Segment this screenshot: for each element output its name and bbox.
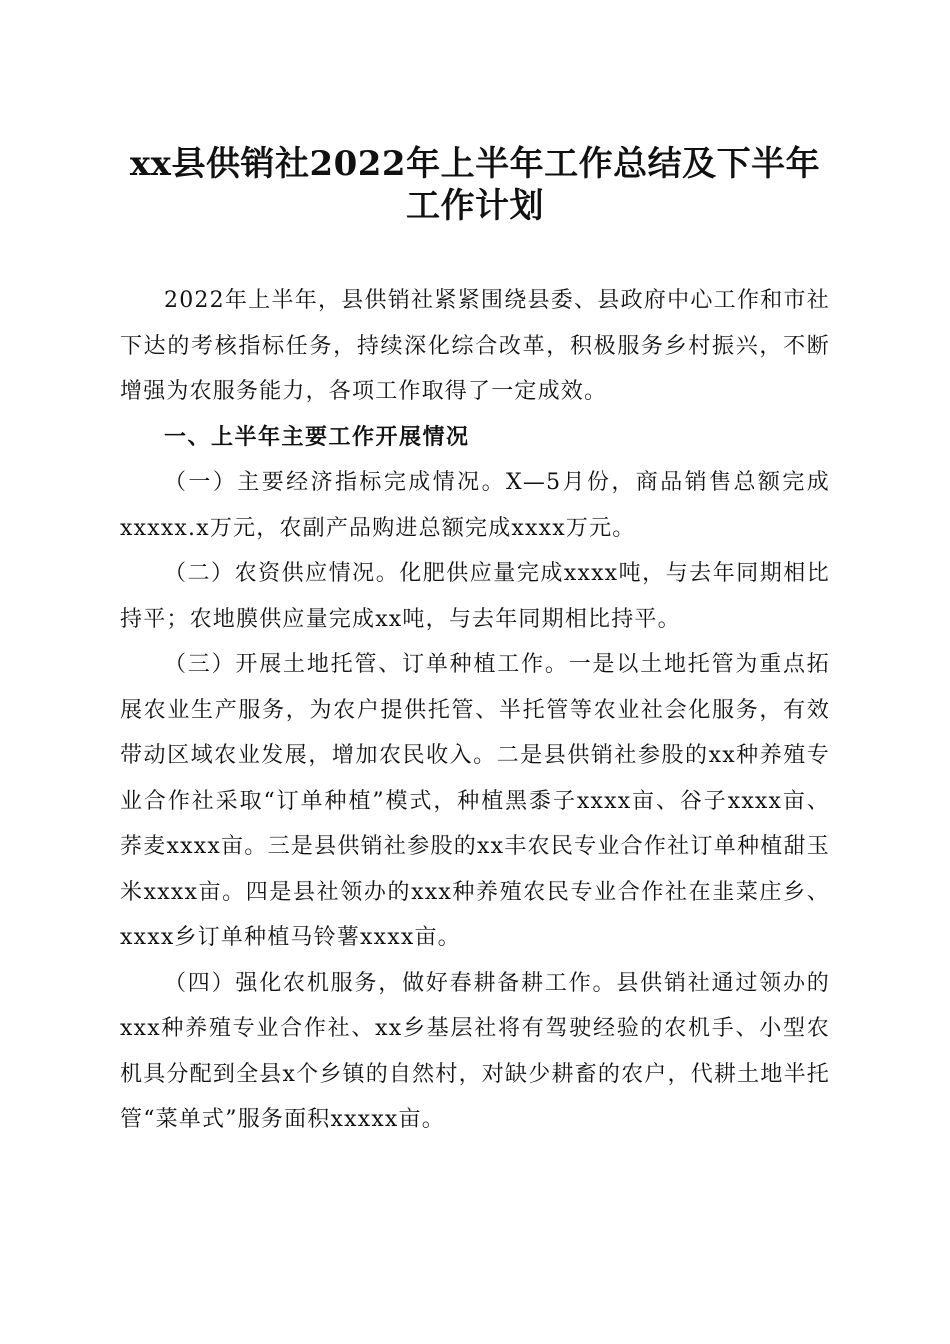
document-title-line2: 工作计划 xyxy=(406,186,544,226)
paragraph-text: 县供销社通过领办的xxx种养殖专业合作社、xx乡基层社将有驾驶经验的农机手、小型农机具分配到全县x个乡镇的自然村，对缺少耕畜的农户，代耕土地半托管“菜单式”服务面积xxxxx亩。 xyxy=(120,970,830,1132)
paragraph-text: X—5月份，商品销售总额完成xxxxx.x万元，农副产品购进总额完成xxxx万元。 xyxy=(120,470,830,541)
document-title-line1: xx县供销社2022年上半年工作总结及下半年 xyxy=(129,144,821,184)
intro-paragraph: 2022年上半年，县供销社紧紧围绕县委、县政府中心工作和市社下达的考核指标任务，持续深化综合改革，积极服务乡村振兴，不断增强为农服务能力，各项工作取得了一定成效。 xyxy=(120,288,830,404)
section-heading: 一、上半年主要工作开展情况 xyxy=(164,424,470,450)
paragraph-lead: （四）强化农机服务，做好春耕备耕工作。 xyxy=(164,970,617,996)
paragraph-land-trusteeship xyxy=(120,642,830,961)
paragraph-lead: （二）农资供应情况。 xyxy=(164,561,400,586)
paragraph-farm-machinery xyxy=(120,961,830,1143)
paragraph-economic-indicators xyxy=(120,460,830,551)
paragraph-lead: （一）主要经济指标完成情况。 xyxy=(164,470,507,495)
document-body xyxy=(120,278,830,1143)
paragraph-text: 一是以土地托管为重点拓展农业生产服务，为农户提供托管、半托管等农业社会化服务，有效带动区域农业发展，增加农民收入。二是县供销社参股的xx种养殖专业合作社采取“订单种植”模式，种植黑黍子xxxx亩、谷子xxxx亩、荞麦xxxx亩。三是县供销社参股的xx丰农民专业合作社订单种植甜玉米xxxx亩。四是县社领办的xxx种养殖农民专业合作社在韭菜庄乡、xxxx乡订单种植马铃薯xxxx亩。 xyxy=(120,652,831,950)
paragraph-lead: （三）开展土地托管、订单种植工作。 xyxy=(164,652,569,677)
paragraph-agri-supply xyxy=(120,551,830,642)
paragraph-text: 化肥供应量完成xxxx吨，与去年同期相比持平；农地膜供应量完成xx吨，与去年同期相比持平。 xyxy=(120,561,830,632)
